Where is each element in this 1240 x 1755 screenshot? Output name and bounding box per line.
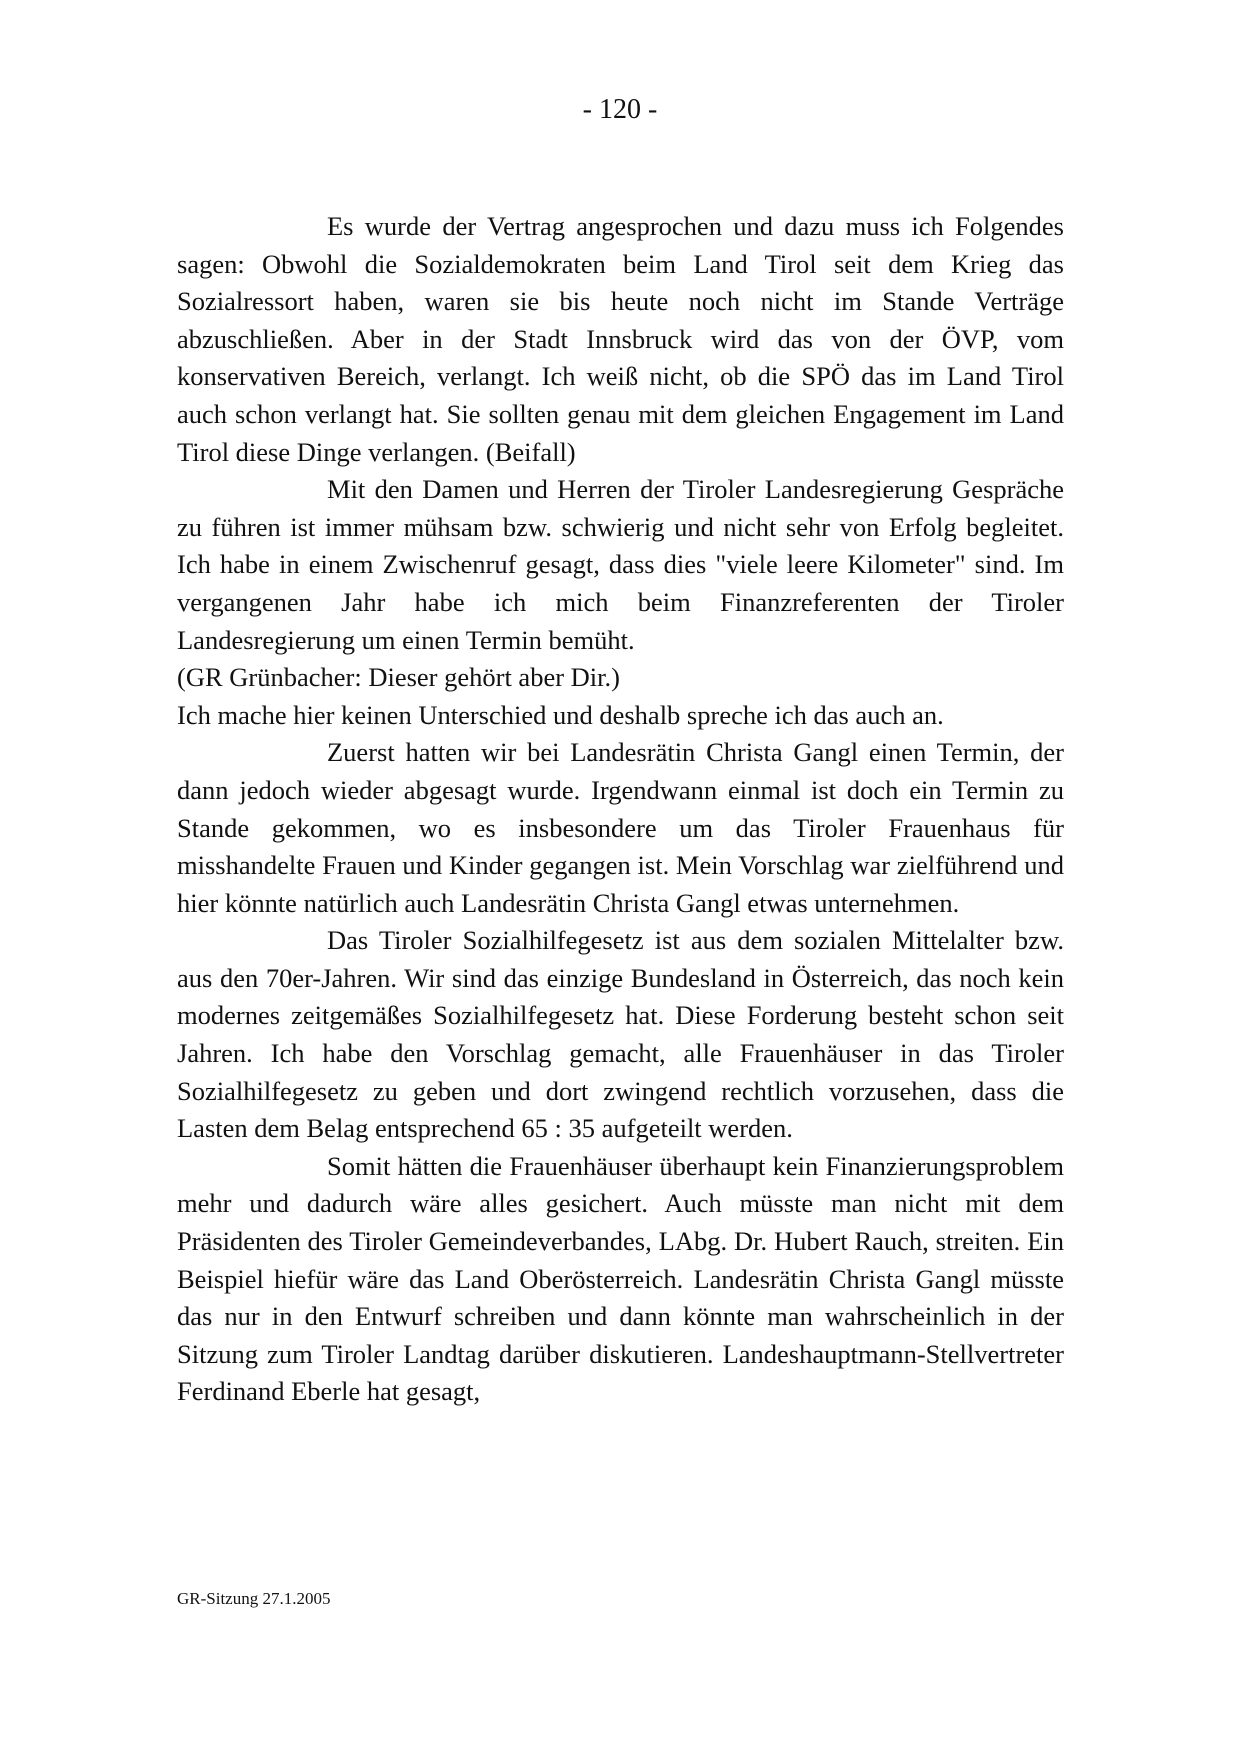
paragraph-no-difference: Ich mache hier keinen Unterschied und deshalb spreche ich das auch an. xyxy=(177,699,944,730)
interjection: (GR Grünbacher: Dieser gehört aber Dir.) xyxy=(177,662,620,693)
document-body xyxy=(177,208,1064,1411)
paragraph-contract: Es wurde der Vertrag angesprochen und dazu muss ich Folgendes sagen: Obwohl die Sozialdemokraten beim Land Tirol seit dem Krieg das Sozialressort haben, waren sie bis heute noch nicht im Stande Verträge abzuschließen. Aber in der Stadt Innsbruck wird das von der ÖVP, vom konservativen Bereich, verlangt. Ich weiß nicht, ob die SPÖ das im Land Tirol auch schon verlangt hat. Sie sollten genau mit dem gleichen Engagement im Land Tirol diese Dinge verlangen. (Beifall) xyxy=(177,211,1064,467)
paragraph-government-talks: Mit den Damen und Herren der Tiroler Landesregierung Gespräche zu führen ist immer mühsam bzw. schwierig und nicht sehr von Erfolg begleitet. Ich habe in einem Zwischenruf gesagt, dass dies "viele leere Kilometer" sind. Im vergangenen Jahr habe ich mich beim Finanzreferenten der Tiroler Landesregierung um einen Termin bemüht. xyxy=(177,474,1064,655)
paragraph-appointment: Zuerst hatten wir bei Landesrätin Christa Gangl einen Termin, der dann jedoch wieder abgesagt wurde. Irgendwann einmal ist doch ein Termin zu Stande gekommen, wo es insbesondere um das Tiroler Frauenhaus für misshandelte Frauen und Kinder gegangen ist. Mein Vorschlag war zielführend und hier könnte natürlich auch Landesrätin Christa Gangl etwas unternehmen. xyxy=(177,737,1064,918)
page-number: - 120 - xyxy=(582,94,658,125)
footer-session-label: GR-Sitzung 27.1.2005 xyxy=(177,1589,331,1608)
paragraph-social-welfare-law: Das Tiroler Sozialhilfegesetz ist aus dem sozialen Mittelalter bzw. aus den 70er-Jahren. Wir sind das einzige Bundesland in Österreich, das noch kein modernes zeitgemäßes Sozialhilfegesetz hat. Diese Forderung besteht schon seit Jahren. Ich habe den Vorschlag gemacht, alle Frauenhäuser in das Tiroler Sozialhilfegesetz zu geben und dort zwingend rechtlich vorzusehen, dass die Lasten dem Belag entsprechend 65 : 35 aufgeteilt werden. xyxy=(177,925,1064,1144)
paragraph-financing: Somit hätten die Frauenhäuser überhaupt kein Finanzierungsproblem mehr und dadurch wäre alles gesichert. Auch müsste man nicht mit dem Präsidenten des Tiroler Gemeindeverbandes, LAbg. Dr. Hubert Rauch, streiten. Ein Beispiel hiefür wäre das Land Oberösterreich. Landesrätin Christa Gangl müsste das nur in den Entwurf schreiben und dann könnte man wahrscheinlich in der Sitzung zum Tiroler Landtag darüber diskutieren. Landeshauptmann-Stellvertreter Ferdinand Eberle hat gesagt, xyxy=(177,1150,1064,1407)
